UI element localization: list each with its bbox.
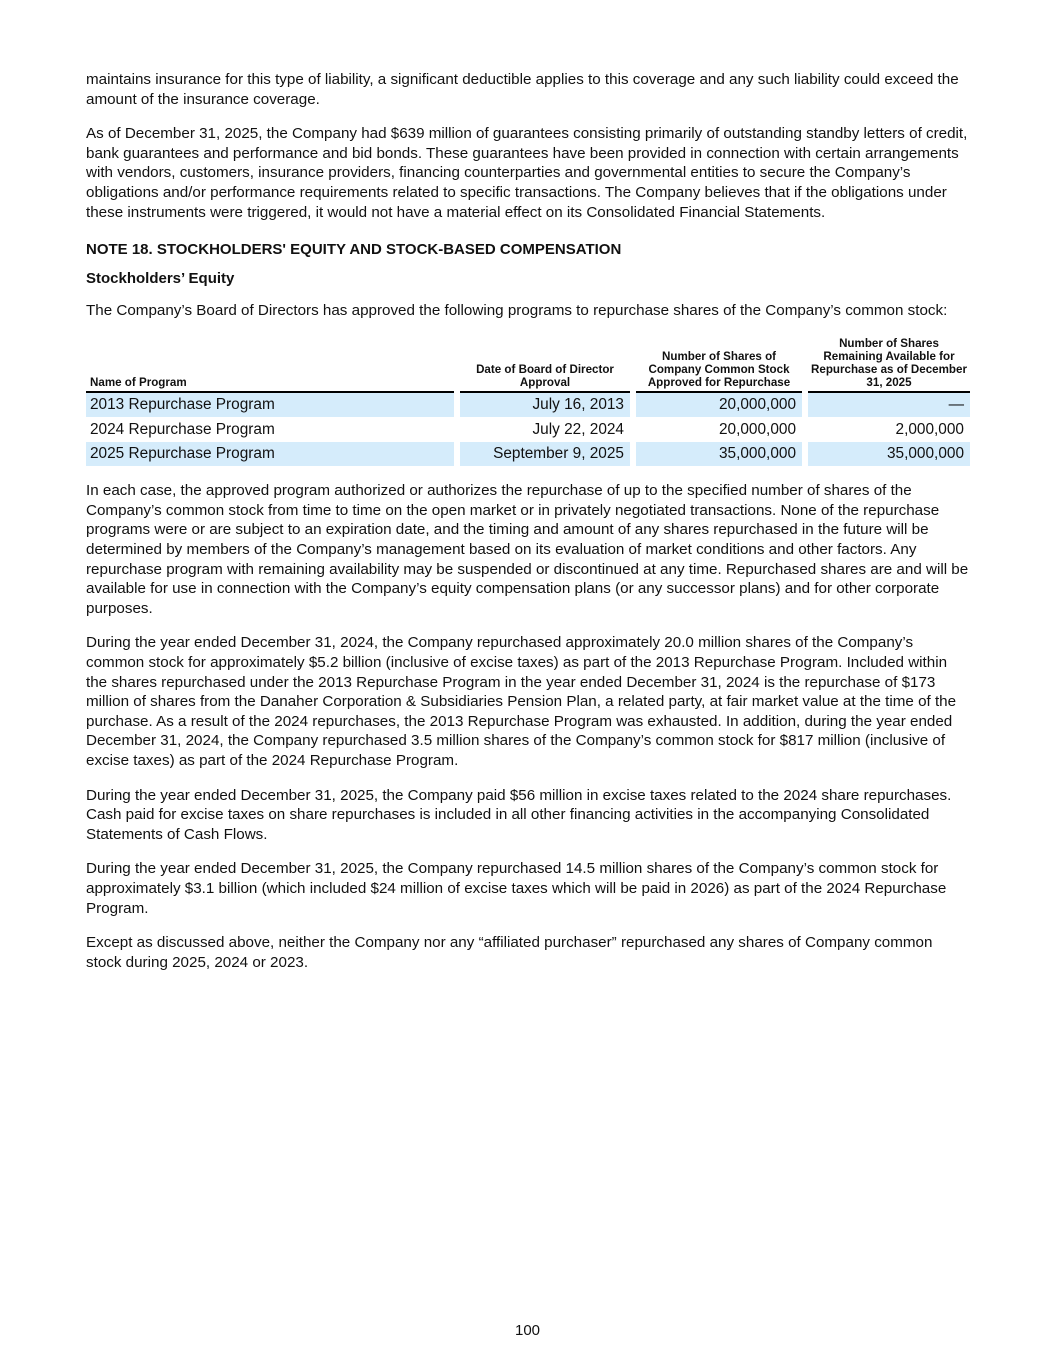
shares-remaining-cell: 2,000,000 — [895, 420, 964, 438]
document-page — [86, 70, 970, 987]
paragraph-insurance-continued: maintains insurance for this type of liability, a significant deductible applies to this coverage and any such liability could exceed the amount of the insurance coverage. — [86, 71, 959, 108]
paragraph-guarantees: As of December 31, 2025, the Company had $639 million of guarantees consisting primarily of outstanding standby letters of credit, bank guarantees and performance and bid bonds. These guarantees have been provided in connection with certain arrangements with vendors, customers, insurance providers, financing counterparties and governmental entities to secure the Company’s obligations and/or performance requirements related to specific transactions. The Company believes that if the obligations under these instruments were triggered, it would not have a material effect on its Consolidated Financial Statements. — [86, 125, 968, 221]
header-approval-date: Date of Board of Director Approval — [460, 337, 630, 393]
program-name-cell: 2025 Repurchase Program — [86, 442, 454, 467]
note-title: NOTE 18. STOCKHOLDERS' EQUITY AND STOCK-BASED COMPENSATION — [86, 241, 622, 259]
approval-date-cell: September 9, 2025 — [460, 442, 630, 467]
shares-remaining-cell: — — [808, 393, 970, 418]
paragraph-2024-repurchases: During the year ended December 31, 2024, the Company repurchased approximately 20.0 million shares of the Company’s common stock for approximately $5.2 billion (inclusive of excise taxes) as part of the 2013 Repurchase Program. Included within the shares repurchased under the 2013 Repurchase Program in the year ended December 31, 2024 is the repurchase of $173 million of shares from the Danaher Corporation & Subsidiaries Pension Plan, a related party, at fair market value at the time of the purchase. As a result of the 2024 repurchases, the 2013 Repurchase Program was exhausted. In addition, during the year ended December 31, 2024, the Company repurchased 3.5 million shares of the Company’s common stock for $817 million (inclusive of excise taxes) as part of the 2024 Repurchase Program. — [86, 634, 957, 769]
approval-date-cell: July 22, 2024 — [532, 420, 624, 438]
table-row — [86, 417, 970, 442]
program-name-cell: 2024 Repurchase Program — [90, 420, 275, 438]
shares-approved-cell: 35,000,000 — [636, 442, 802, 467]
table-row — [86, 442, 970, 467]
approval-date-cell: July 16, 2013 — [460, 393, 630, 418]
table-row — [86, 393, 970, 418]
shares-approved-cell: 20,000,000 — [718, 420, 796, 438]
program-name-cell: 2013 Repurchase Program — [86, 393, 454, 418]
page-number: 100 — [514, 1322, 541, 1339]
table-header-row — [86, 337, 970, 393]
paragraph-table-intro: The Company’s Board of Directors has approved the following programs to repurchase shares of the Company’s common stock: — [86, 302, 948, 320]
section-subtitle: Stockholders’ Equity — [86, 270, 235, 288]
paragraph-excise-taxes: During the year ended December 31, 2025, the Company paid $56 million in excise taxes related to the 2024 share repurchases. Cash paid for excise taxes on share repurchases is included in all other financing activities in the accompanying Consolidated Statements of Cash Flows. — [86, 786, 952, 843]
paragraph-2025-repurchases: During the year ended December 31, 2025, the Company repurchased 14.5 million shares of the Company’s common stock for approximately $3.1 billion (which included $24 million of excise taxes which will be paid in 2026) as part of the 2024 Repurchase Program. — [86, 860, 947, 917]
paragraph-affiliated-purchaser: Except as discussed above, neither the Company nor any “affiliated purchaser” repurchased any shares of Company common stock during 2025, 2024 or 2023. — [86, 934, 933, 971]
header-shares-approved: Number of Shares of Company Common Stock Approved for Repurchase — [636, 337, 802, 393]
paragraph-program-terms: In each case, the approved program authorized or authorizes the repurchase of up to the specified number of shares of the Company’s common stock from time to time on the open market or in privately negotiated transactions. None of the repurchase programs were or are subject to an expiration date, and the timing and amount of any shares repurchased in the future will be determined by members of the Company’s management based on its evaluation of market conditions and other factors. Any repurchase program with remaining availability may be suspended or discontinued at any time. Repurchased shares are and will be available for use in connection with the Company’s equity compensation plans (or any successor plans) and for other corporate purposes. — [86, 482, 969, 617]
header-name-of-program: Name of Program — [86, 337, 454, 393]
repurchase-programs-table — [86, 337, 970, 467]
shares-approved-cell: 20,000,000 — [636, 393, 802, 418]
shares-remaining-cell: 35,000,000 — [808, 442, 970, 467]
header-shares-remaining: Number of Shares Remaining Available for Repurchase as of December 31, 2025 — [808, 337, 970, 393]
